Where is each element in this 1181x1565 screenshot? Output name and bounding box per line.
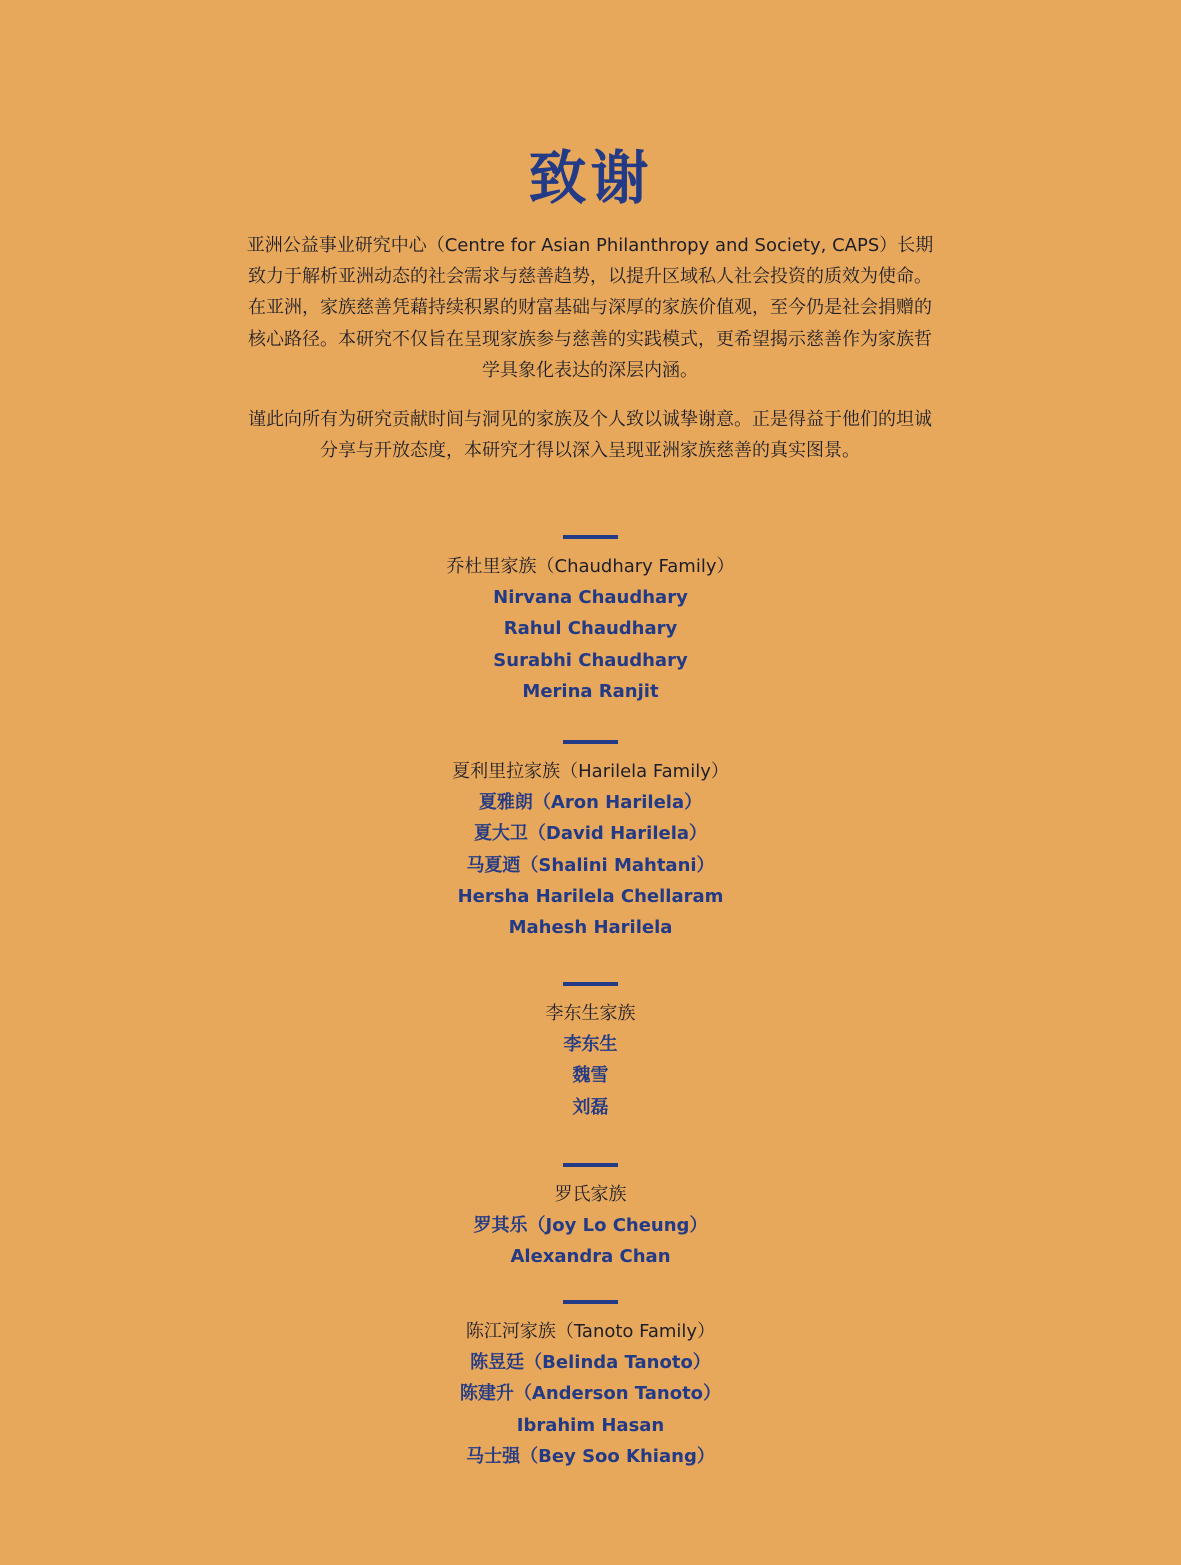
section-divider [563,982,618,986]
family-member: 夏雅朗（Aron Harilela） [478,792,703,814]
intro-paragraph-1: 亚洲公益事业研究中心（Centre for Asian Philanthropy and Society, CAPS）长期致力于解析亚洲动态的社会需求与慈善趋势，以提升区域私人社会投资的质效为使命。在亚洲，家族慈善凭藉持续积累的财富基础与深厚的家族价值观，至今仍是社会捐赠的核心路径。本研究不仅旨在呈现家族参与慈善的实践模式，更希望揭示慈善作为家族哲学具象化表达的深层内涵。 [246,235,934,381]
family-name: 乔杜里家族（Chaudhary Family） [446,556,735,577]
family-member: 魏雪 [572,1065,609,1087]
section-divider [563,740,618,744]
family-member: 马士强（Bey Soo Khiang） [466,1445,715,1467]
family-member: Nirvana Chaudhary [493,587,688,609]
family-member: Merina Ranjit [522,680,659,702]
section-divider [563,535,618,539]
family-section-harilela [0,740,1181,943]
family-name: 夏利里拉家族（Harilela Family） [452,761,729,782]
family-member: 罗其乐（Joy Lo Cheung） [473,1215,708,1237]
section-divider [563,1300,618,1304]
page-title: 致谢 [528,144,653,212]
family-section-chaudhary [0,535,1181,707]
family-member: 李东生 [563,1034,618,1056]
family-member: Alexandra Chan [510,1246,671,1268]
family-member: 陈建升（Anderson Tanoto） [459,1383,722,1405]
family-member: 马夏迺（Shalini Mahtani） [466,854,715,876]
family-member: Rahul Chaudhary [503,618,678,640]
family-member: 夏大卫（David Harilela） [473,823,708,845]
family-name: 李东生家族 [545,1003,636,1024]
family-section-lo [0,1163,1181,1273]
family-member: 刘磊 [572,1096,609,1118]
family-member: Mahesh Harilela [508,917,673,939]
family-section-li-dongsheng [0,982,1181,1123]
family-member: Ibrahim Hasan [516,1414,665,1436]
intro-paragraph-2: 谨此向所有为研究贡献时间与洞见的家族及个人致以诚挚谢意。正是得益于他们的坦诚分享与开放态度，本研究才得以深入呈现亚洲家族慈善的真实图景。 [248,409,932,462]
section-divider [563,1163,618,1167]
family-name: 陈江河家族（Tanoto Family） [465,1321,716,1342]
family-member: 陈昱廷（Belinda Tanoto） [470,1352,711,1374]
family-member: Surabhi Chaudhary [493,649,688,671]
family-section-tanoto [0,1300,1181,1472]
family-member: Hersha Harilela Chellaram [457,885,724,907]
family-name: 罗氏家族 [554,1184,627,1205]
